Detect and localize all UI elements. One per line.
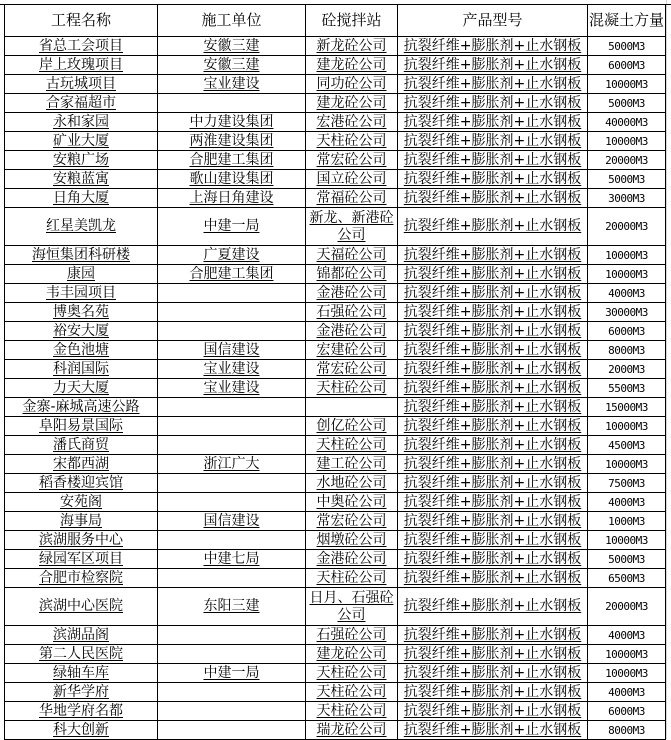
contractor-cell[interactable] bbox=[158, 303, 306, 322]
project-name-cell[interactable]: 康园 bbox=[5, 265, 158, 284]
project-name-cell[interactable]: 省总工会项目 bbox=[5, 37, 158, 56]
mixing-station-cell[interactable]: 金港砼公司 bbox=[306, 284, 398, 303]
project-name-cell[interactable]: 合家福超市 bbox=[5, 94, 158, 113]
concrete-volume-cell[interactable]: 15000M3 bbox=[588, 398, 666, 417]
concrete-volume-cell[interactable]: 3000M3 bbox=[588, 189, 666, 208]
product-model-cell[interactable]: 抗裂纤维+膨胀剂+止水钢板 bbox=[398, 56, 588, 75]
contractor-cell[interactable] bbox=[158, 322, 306, 341]
table-row bbox=[5, 588, 666, 626]
table-row bbox=[5, 170, 666, 189]
table-row bbox=[5, 436, 666, 455]
concrete-volume-cell[interactable]: 10000M3 bbox=[588, 417, 666, 436]
product-model-cell[interactable]: 抗裂纤维+膨胀剂+止水钢板 bbox=[398, 284, 588, 303]
project-name-cell[interactable]: 海恒集团科研楼 bbox=[5, 246, 158, 265]
header-mixing-station[interactable]: 砼搅拌站 bbox=[306, 5, 398, 37]
mixing-station-cell[interactable]: 瑞龙砼公司 bbox=[306, 721, 398, 740]
concrete-volume-cell[interactable]: 10000M3 bbox=[588, 645, 666, 664]
concrete-volume-cell[interactable]: 10000M3 bbox=[588, 132, 666, 151]
table-row bbox=[5, 379, 666, 398]
contractor-cell[interactable] bbox=[158, 398, 306, 417]
table-row bbox=[5, 132, 666, 151]
table-row bbox=[5, 284, 666, 303]
product-model-cell[interactable]: 抗裂纤维+膨胀剂+止水钢板 bbox=[398, 645, 588, 664]
product-model-cell[interactable]: 抗裂纤维+膨胀剂+止水钢板 bbox=[398, 683, 588, 702]
concrete-volume-cell[interactable]: 5000M3 bbox=[588, 170, 666, 189]
header-contractor[interactable]: 施工单位 bbox=[158, 5, 306, 37]
table-row bbox=[5, 455, 666, 474]
concrete-volume-cell[interactable]: 4000M3 bbox=[588, 284, 666, 303]
contractor-cell[interactable] bbox=[158, 436, 306, 455]
product-model-cell[interactable]: 抗裂纤维+膨胀剂+止水钢板 bbox=[398, 664, 588, 683]
contractor-cell[interactable] bbox=[158, 531, 306, 550]
table-row bbox=[5, 303, 666, 322]
header-project-name[interactable]: 工程名称 bbox=[5, 5, 158, 37]
table-row bbox=[5, 645, 666, 664]
concrete-volume-cell[interactable]: 5000M3 bbox=[588, 550, 666, 569]
project-name-cell[interactable]: 博奥名苑 bbox=[5, 303, 158, 322]
product-model-cell[interactable]: 抗裂纤维+膨胀剂+止水钢板 bbox=[398, 588, 588, 626]
table-row bbox=[5, 341, 666, 360]
project-name-cell[interactable]: 滨湖中心医院 bbox=[5, 588, 158, 626]
contractor-cell[interactable]: 合肥建工集团 bbox=[158, 151, 306, 170]
concrete-volume-cell[interactable]: 6000M3 bbox=[588, 322, 666, 341]
project-name-cell[interactable]: 韦丰园项目 bbox=[5, 284, 158, 303]
concrete-volume-cell[interactable]: 10000M3 bbox=[588, 664, 666, 683]
table-row bbox=[5, 151, 666, 170]
product-model-cell[interactable]: 抗裂纤维+膨胀剂+止水钢板 bbox=[398, 493, 588, 512]
sheet-gridline bbox=[666, 0, 667, 739]
project-name-cell[interactable]: 稻香楼迎宾馆 bbox=[5, 474, 158, 493]
product-model-cell[interactable]: 抗裂纤维+膨胀剂+止水钢板 bbox=[398, 455, 588, 474]
product-model-cell[interactable]: 抗裂纤维+膨胀剂+止水钢板 bbox=[398, 360, 588, 379]
contractor-cell[interactable] bbox=[158, 626, 306, 645]
concrete-volume-cell[interactable]: 2000M3 bbox=[588, 360, 666, 379]
contractor-cell[interactable]: 中力建设集团 bbox=[158, 113, 306, 132]
mixing-station-cell[interactable]: 常宏砼公司 bbox=[306, 151, 398, 170]
mixing-station-cell[interactable] bbox=[306, 398, 398, 417]
project-name-cell[interactable]: 日角大厦 bbox=[5, 189, 158, 208]
project-name-cell[interactable]: 宋都西湖 bbox=[5, 455, 158, 474]
mixing-station-cell[interactable]: 建龙砼公司 bbox=[306, 645, 398, 664]
table-row bbox=[5, 531, 666, 550]
table-row bbox=[5, 569, 666, 588]
contractor-cell[interactable]: 国信建设 bbox=[158, 341, 306, 360]
table-row bbox=[5, 56, 666, 75]
table-row bbox=[5, 626, 666, 645]
contractor-cell[interactable]: 宝业建设 bbox=[158, 75, 306, 94]
product-model-cell[interactable]: 抗裂纤维+膨胀剂+止水钢板 bbox=[398, 37, 588, 56]
contractor-cell[interactable]: 东阳三建 bbox=[158, 588, 306, 626]
project-name-cell[interactable]: 矿业大厦 bbox=[5, 132, 158, 151]
contractor-cell[interactable] bbox=[158, 683, 306, 702]
project-name-cell[interactable]: 岸上玫瑰项目 bbox=[5, 56, 158, 75]
concrete-volume-cell[interactable]: 10000M3 bbox=[588, 455, 666, 474]
mixing-station-cell[interactable]: 常宏砼公司 bbox=[306, 360, 398, 379]
contractor-cell[interactable]: 浙江广大 bbox=[158, 455, 306, 474]
project-name-cell[interactable]: 绿园军区项目 bbox=[5, 550, 158, 569]
product-model-cell[interactable]: 抗裂纤维+膨胀剂+止水钢板 bbox=[398, 113, 588, 132]
product-model-cell[interactable]: 抗裂纤维+膨胀剂+止水钢板 bbox=[398, 75, 588, 94]
project-table bbox=[4, 4, 666, 740]
table-row bbox=[5, 94, 666, 113]
table-row bbox=[5, 398, 666, 417]
mixing-station-cell[interactable]: 常福砼公司 bbox=[306, 189, 398, 208]
concrete-volume-cell[interactable]: 20000M3 bbox=[588, 588, 666, 626]
product-model-cell[interactable]: 抗裂纤维+膨胀剂+止水钢板 bbox=[398, 303, 588, 322]
mixing-station-cell[interactable]: 宏港砼公司 bbox=[306, 113, 398, 132]
product-model-cell[interactable]: 抗裂纤维+膨胀剂+止水钢板 bbox=[398, 379, 588, 398]
contractor-cell[interactable] bbox=[158, 702, 306, 721]
table-row bbox=[5, 113, 666, 132]
product-model-cell[interactable]: 抗裂纤维+膨胀剂+止水钢板 bbox=[398, 721, 588, 740]
table-row bbox=[5, 75, 666, 94]
product-model-cell[interactable]: 抗裂纤维+膨胀剂+止水钢板 bbox=[398, 189, 588, 208]
table-row bbox=[5, 246, 666, 265]
product-model-cell[interactable]: 抗裂纤维+膨胀剂+止水钢板 bbox=[398, 398, 588, 417]
header-row bbox=[5, 5, 666, 37]
concrete-volume-cell[interactable]: 20000M3 bbox=[588, 151, 666, 170]
product-model-cell[interactable]: 抗裂纤维+膨胀剂+止水钢板 bbox=[398, 94, 588, 113]
contractor-cell[interactable]: 广夏建设 bbox=[158, 246, 306, 265]
product-model-cell[interactable]: 抗裂纤维+膨胀剂+止水钢板 bbox=[398, 208, 588, 246]
contractor-cell[interactable] bbox=[158, 721, 306, 740]
contractor-cell[interactable]: 歌山建设集团 bbox=[158, 170, 306, 189]
table-row bbox=[5, 702, 666, 721]
concrete-volume-cell[interactable]: 20000M3 bbox=[588, 208, 666, 246]
mixing-station-cell[interactable]: 新龙、新港砼公司 bbox=[306, 208, 398, 246]
table-row bbox=[5, 360, 666, 379]
mixing-station-cell[interactable]: 金港砼公司 bbox=[306, 322, 398, 341]
mixing-station-cell[interactable]: 天柱砼公司 bbox=[306, 436, 398, 455]
project-name-cell[interactable]: 安粮广场 bbox=[5, 151, 158, 170]
table-row bbox=[5, 474, 666, 493]
project-name-cell[interactable]: 永和家园 bbox=[5, 113, 158, 132]
project-name-cell[interactable]: 合肥市检察院 bbox=[5, 569, 158, 588]
concrete-volume-cell[interactable]: 6000M3 bbox=[588, 56, 666, 75]
project-name-cell[interactable]: 金寨-麻城高速公路 bbox=[5, 398, 158, 417]
project-name-cell[interactable]: 海事局 bbox=[5, 512, 158, 531]
contractor-cell[interactable] bbox=[158, 474, 306, 493]
concrete-volume-cell[interactable]: 8000M3 bbox=[588, 721, 666, 740]
project-name-cell[interactable]: 金色池塘 bbox=[5, 341, 158, 360]
product-model-cell[interactable]: 抗裂纤维+膨胀剂+止水钢板 bbox=[398, 474, 588, 493]
table-row bbox=[5, 417, 666, 436]
product-model-cell[interactable]: 抗裂纤维+膨胀剂+止水钢板 bbox=[398, 265, 588, 284]
project-name-cell[interactable]: 滨湖服务中心 bbox=[5, 531, 158, 550]
product-model-cell[interactable]: 抗裂纤维+膨胀剂+止水钢板 bbox=[398, 132, 588, 151]
concrete-volume-cell[interactable]: 8000M3 bbox=[588, 341, 666, 360]
product-model-cell[interactable]: 抗裂纤维+膨胀剂+止水钢板 bbox=[398, 550, 588, 569]
table-row bbox=[5, 550, 666, 569]
contractor-cell[interactable]: 上海日角建设 bbox=[158, 189, 306, 208]
table-row bbox=[5, 208, 666, 246]
contractor-cell[interactable] bbox=[158, 569, 306, 588]
product-model-cell[interactable]: 抗裂纤维+膨胀剂+止水钢板 bbox=[398, 170, 588, 189]
mixing-station-cell[interactable]: 石强砼公司 bbox=[306, 303, 398, 322]
concrete-volume-cell[interactable]: 7500M3 bbox=[588, 474, 666, 493]
mixing-station-cell[interactable]: 锦都砼公司 bbox=[306, 265, 398, 284]
contractor-cell[interactable] bbox=[158, 493, 306, 512]
product-model-cell[interactable]: 抗裂纤维+膨胀剂+止水钢板 bbox=[398, 512, 588, 531]
product-model-cell[interactable]: 抗裂纤维+膨胀剂+止水钢板 bbox=[398, 341, 588, 360]
mixing-station-cell[interactable]: 国立砼公司 bbox=[306, 170, 398, 189]
contractor-cell[interactable]: 中建一局 bbox=[158, 208, 306, 246]
product-model-cell[interactable]: 抗裂纤维+膨胀剂+止水钢板 bbox=[398, 322, 588, 341]
project-name-cell[interactable]: 安苑阁 bbox=[5, 493, 158, 512]
mixing-station-cell[interactable]: 天柱砼公司 bbox=[306, 569, 398, 588]
mixing-station-cell[interactable]: 建工砼公司 bbox=[306, 455, 398, 474]
concrete-volume-cell[interactable]: 30000M3 bbox=[588, 303, 666, 322]
contractor-cell[interactable] bbox=[158, 645, 306, 664]
mixing-station-cell[interactable]: 天柱砼公司 bbox=[306, 664, 398, 683]
mixing-station-cell[interactable]: 创亿砼公司 bbox=[306, 417, 398, 436]
project-name-cell[interactable]: 裕安大厦 bbox=[5, 322, 158, 341]
mixing-station-cell[interactable]: 天柱砼公司 bbox=[306, 702, 398, 721]
contractor-cell[interactable]: 宝业建设 bbox=[158, 379, 306, 398]
contractor-cell[interactable]: 安徽三建 bbox=[158, 37, 306, 56]
mixing-station-cell[interactable]: 同功砼公司 bbox=[306, 75, 398, 94]
contractor-cell[interactable]: 中建一局 bbox=[158, 664, 306, 683]
contractor-cell[interactable]: 安徽三建 bbox=[158, 56, 306, 75]
project-name-cell[interactable]: 潘氏商贸 bbox=[5, 436, 158, 455]
project-name-cell[interactable]: 安粮蓝寓 bbox=[5, 170, 158, 189]
contractor-cell[interactable]: 合肥建工集团 bbox=[158, 265, 306, 284]
concrete-volume-cell[interactable]: 5000M3 bbox=[588, 37, 666, 56]
table-row bbox=[5, 37, 666, 56]
project-name-cell[interactable]: 力天大厦 bbox=[5, 379, 158, 398]
header-product-model[interactable]: 产品型号 bbox=[398, 5, 588, 37]
contractor-cell[interactable]: 两淮建设集团 bbox=[158, 132, 306, 151]
contractor-cell[interactable] bbox=[158, 284, 306, 303]
project-name-cell[interactable]: 科大创新 bbox=[5, 721, 158, 740]
mixing-station-cell[interactable]: 天福砼公司 bbox=[306, 246, 398, 265]
product-model-cell[interactable]: 抗裂纤维+膨胀剂+止水钢板 bbox=[398, 569, 588, 588]
mixing-station-cell[interactable]: 建龙砼公司 bbox=[306, 56, 398, 75]
mixing-station-cell[interactable]: 天柱砼公司 bbox=[306, 683, 398, 702]
concrete-volume-cell[interactable]: 4000M3 bbox=[588, 683, 666, 702]
mixing-station-cell[interactable]: 烟墩砼公司 bbox=[306, 531, 398, 550]
contractor-cell[interactable]: 中建七局 bbox=[158, 550, 306, 569]
concrete-volume-cell[interactable]: 10000M3 bbox=[588, 75, 666, 94]
project-name-cell[interactable]: 绿轴车库 bbox=[5, 664, 158, 683]
mixing-station-cell[interactable]: 宏建砼公司 bbox=[306, 341, 398, 360]
mixing-station-cell[interactable]: 天柱砼公司 bbox=[306, 379, 398, 398]
mixing-station-cell[interactable]: 水地砼公司 bbox=[306, 474, 398, 493]
table-row bbox=[5, 322, 666, 341]
table-row bbox=[5, 683, 666, 702]
concrete-volume-cell[interactable]: 6000M3 bbox=[588, 702, 666, 721]
header-concrete-volume[interactable]: 混凝土方量 bbox=[588, 5, 666, 37]
concrete-volume-cell[interactable]: 1000M3 bbox=[588, 512, 666, 531]
table-row bbox=[5, 265, 666, 284]
project-name-cell[interactable]: 阜阳易景国际 bbox=[5, 417, 158, 436]
project-name-cell[interactable]: 第二人民医院 bbox=[5, 645, 158, 664]
mixing-station-cell[interactable]: 建龙砼公司 bbox=[306, 94, 398, 113]
table-row bbox=[5, 493, 666, 512]
project-name-cell[interactable]: 新华学府 bbox=[5, 683, 158, 702]
mixing-station-cell[interactable]: 新龙砼公司 bbox=[306, 37, 398, 56]
product-model-cell[interactable]: 抗裂纤维+膨胀剂+止水钢板 bbox=[398, 626, 588, 645]
mixing-station-cell[interactable]: 金港砼公司 bbox=[306, 550, 398, 569]
project-name-cell[interactable]: 古玩城项目 bbox=[5, 75, 158, 94]
concrete-volume-cell[interactable]: 5500M3 bbox=[588, 379, 666, 398]
mixing-station-cell[interactable]: 石强砼公司 bbox=[306, 626, 398, 645]
product-model-cell[interactable]: 抗裂纤维+膨胀剂+止水钢板 bbox=[398, 246, 588, 265]
concrete-volume-cell[interactable]: 10000M3 bbox=[588, 246, 666, 265]
project-name-cell[interactable]: 红星美凯龙 bbox=[5, 208, 158, 246]
product-model-cell[interactable]: 抗裂纤维+膨胀剂+止水钢板 bbox=[398, 151, 588, 170]
project-name-cell[interactable]: 华地学府名都 bbox=[5, 702, 158, 721]
mixing-station-cell[interactable]: 日月、石强砼公司 bbox=[306, 588, 398, 626]
table-row bbox=[5, 721, 666, 740]
product-model-cell[interactable]: 抗裂纤维+膨胀剂+止水钢板 bbox=[398, 436, 588, 455]
product-model-cell[interactable]: 抗裂纤维+膨胀剂+止水钢板 bbox=[398, 531, 588, 550]
contractor-cell[interactable] bbox=[158, 417, 306, 436]
product-model-cell[interactable]: 抗裂纤维+膨胀剂+止水钢板 bbox=[398, 702, 588, 721]
concrete-volume-cell[interactable]: 40000M3 bbox=[588, 113, 666, 132]
contractor-cell[interactable]: 国信建设 bbox=[158, 512, 306, 531]
project-name-cell[interactable]: 科润国际 bbox=[5, 360, 158, 379]
table-row bbox=[5, 664, 666, 683]
project-name-cell[interactable]: 滨湖品阁 bbox=[5, 626, 158, 645]
table-row bbox=[5, 189, 666, 208]
concrete-volume-cell[interactable]: 4000M3 bbox=[588, 493, 666, 512]
concrete-volume-cell[interactable]: 4500M3 bbox=[588, 436, 666, 455]
table-row bbox=[5, 512, 666, 531]
contractor-cell[interactable] bbox=[158, 94, 306, 113]
mixing-station-cell[interactable]: 常宏砼公司 bbox=[306, 512, 398, 531]
mixing-station-cell[interactable]: 中奥砼公司 bbox=[306, 493, 398, 512]
contractor-cell[interactable]: 宝业建设 bbox=[158, 360, 306, 379]
concrete-volume-cell[interactable]: 4000M3 bbox=[588, 626, 666, 645]
product-model-cell[interactable]: 抗裂纤维+膨胀剂+止水钢板 bbox=[398, 417, 588, 436]
concrete-volume-cell[interactable]: 10000M3 bbox=[588, 531, 666, 550]
mixing-station-cell[interactable]: 天柱砼公司 bbox=[306, 132, 398, 151]
concrete-volume-cell[interactable]: 6500M3 bbox=[588, 569, 666, 588]
concrete-volume-cell[interactable]: 10000M3 bbox=[588, 265, 666, 284]
concrete-volume-cell[interactable]: 5000M3 bbox=[588, 94, 666, 113]
